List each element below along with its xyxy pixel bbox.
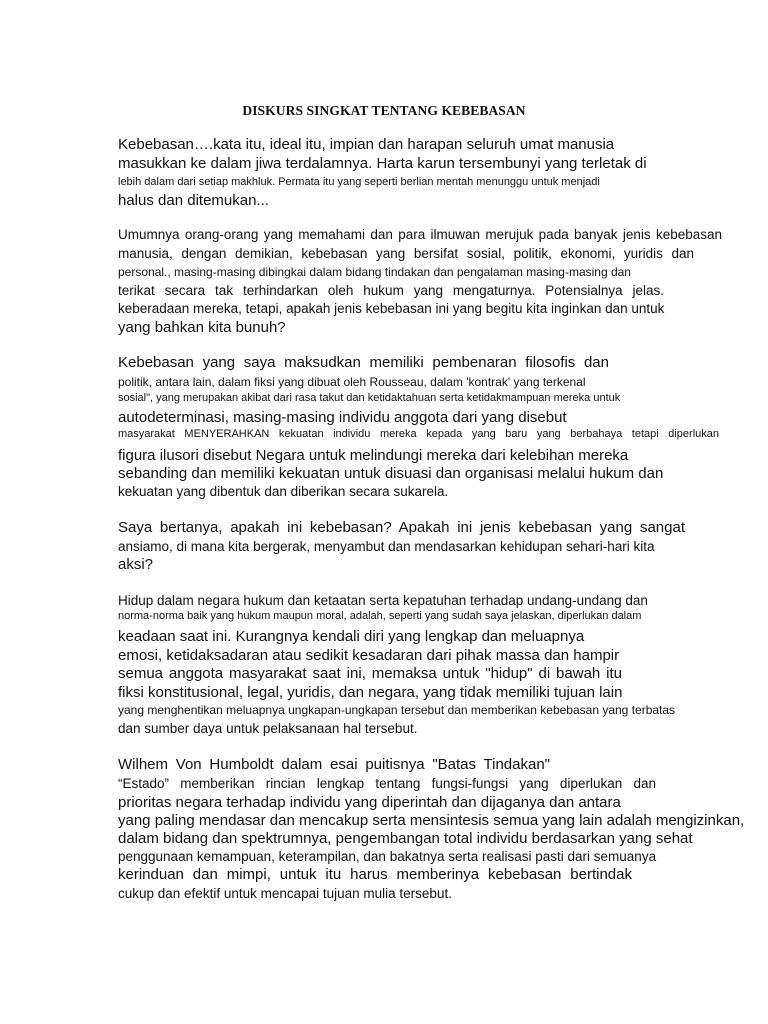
text-line: dalam bidang dan spektrumnya, pengembangan total individu berdasarkan yang sehat xyxy=(118,830,693,847)
text-line: fiksi konstitusional, legal, yuridis, dan negara, yang tidak memiliki tujuan lain xyxy=(118,684,623,701)
text-line: emosi, ketidaksadaran atau sedikit kesadaran dari pihak massa dan hampir xyxy=(118,647,620,664)
text-line: Umumnya orang-orang yang memahami dan para ilmuwan merujuk pada banyak jenis kebebasan xyxy=(118,227,722,242)
text-line: Saya bertanya, apakah ini kebebasan? Apakah ini jenis kebebasan yang sangat xyxy=(118,519,685,536)
text-line: penggunaan kemampuan, keterampilan, dan bakatnya serta realisasi pasti dari semuanya xyxy=(118,849,657,864)
text-line: ansiamo, di mana kita bergerak, menyambut dan mendasarkan kehidupan sehari-hari kita xyxy=(118,539,655,554)
text-line: personal., masing-masing dibingkai dalam bidang tindakan dan pengalaman masing-masing dan xyxy=(118,265,631,279)
text-line: sosial", yang merupakan akibat dari rasa takut dan ketidaktahuan serta ketidakmampuan mereka untuk xyxy=(118,392,621,404)
text-line: Wilhem Von Humboldt dalam esai puitisnya "Batas Tindakan" xyxy=(118,756,550,773)
text-line: manusia, dengan demikian, kebebasan yang bersifat sosial, politik, ekonomi, yuridis dan xyxy=(118,246,694,261)
text-line: Hidup dalam negara hukum dan ketaatan serta kepatuhan terhadap undang-undang dan xyxy=(118,593,648,608)
text-line: halus dan ditemukan... xyxy=(118,192,269,209)
page-title: DISKURS SINGKAT TENTANG KEBEBASAN xyxy=(242,103,526,118)
text-line: yang bahkan kita bunuh? xyxy=(118,319,286,336)
text-line: politik, antara lain, dalam fiksi yang dibuat oleh Rousseau, dalam 'kontrak' yang terkenal xyxy=(118,375,586,389)
text-line: prioritas negara terhadap individu yang diperintah dan dijaganya dan antara xyxy=(118,794,621,811)
text-line: autodeterminasi, masing-masing individu anggota dari yang disebut xyxy=(118,409,567,426)
text-line: yang menghentikan meluapnya ungkapan-ungkapan tersebut dan memberikan kebebasan yang terbatas xyxy=(118,703,676,717)
text-line: figura ilusori disebut Negara untuk melindungi mereka dari kelebihan mereka xyxy=(118,447,629,464)
text-line: Kebebasan….kata itu, ideal itu, impian dan harapan seluruh umat manusia xyxy=(118,136,615,153)
text-line: keberadaan mereka, tetapi, apakah jenis kebebasan ini yang begitu kita inginkan dan untuk xyxy=(118,301,665,316)
text-line: kerinduan dan mimpi, untuk itu harus memberinya kebebasan bertindak xyxy=(118,866,632,883)
text-line: norma-norma baik yang hukum maupun moral, adalah, seperti yang sudah saya jelaskan, diperlukan dalam xyxy=(118,610,642,622)
text-line: terikat secara tak terhindarkan oleh hukum yang mengaturnya. Potensialnya jelas. xyxy=(118,283,664,298)
text-line: masukkan ke dalam jiwa terdalamnya. Harta karun tersembunyi yang terletak di xyxy=(118,155,647,172)
text-line: lebih dalam dari setiap makhluk. Permata itu yang seperti berlian mentah menunggu untuk menjadi xyxy=(118,176,600,188)
text-line: cukup dan efektif untuk mencapai tujuan mulia tersebut. xyxy=(118,886,452,901)
text-line: semua anggota masyarakat saat ini, memaksa untuk "hidup" di bawah itu xyxy=(118,665,622,682)
text-line: kekuatan yang dibentuk dan diberikan secara sukarela. xyxy=(118,484,449,499)
text-line: keadaan saat ini. Kurangnya kendali diri yang lengkap dan meluapnya xyxy=(118,628,585,645)
text-line: dan sumber daya untuk pelaksanaan hal tersebut. xyxy=(118,721,418,736)
text-line: masyarakat MENYERAHKAN kekuatan individu mereka kepada yang baru yang berbahaya tetapi diperlukan xyxy=(118,428,719,440)
text-line: yang paling mendasar dan mencakup serta mensintesis semua yang lain adalah mengizinkan, xyxy=(118,812,745,829)
text-line: aksi? xyxy=(118,556,154,573)
text-line: “Estado” memberikan rincian lengkap tentang fungsi-fungsi yang diperlukan dan xyxy=(118,776,656,791)
text-line: Kebebasan yang saya maksudkan memiliki pembenaran filosofis dan xyxy=(118,354,609,371)
text-line: sebanding dan memiliki kekuatan untuk disuasi dan organisasi melalui hukum dan xyxy=(118,465,664,482)
